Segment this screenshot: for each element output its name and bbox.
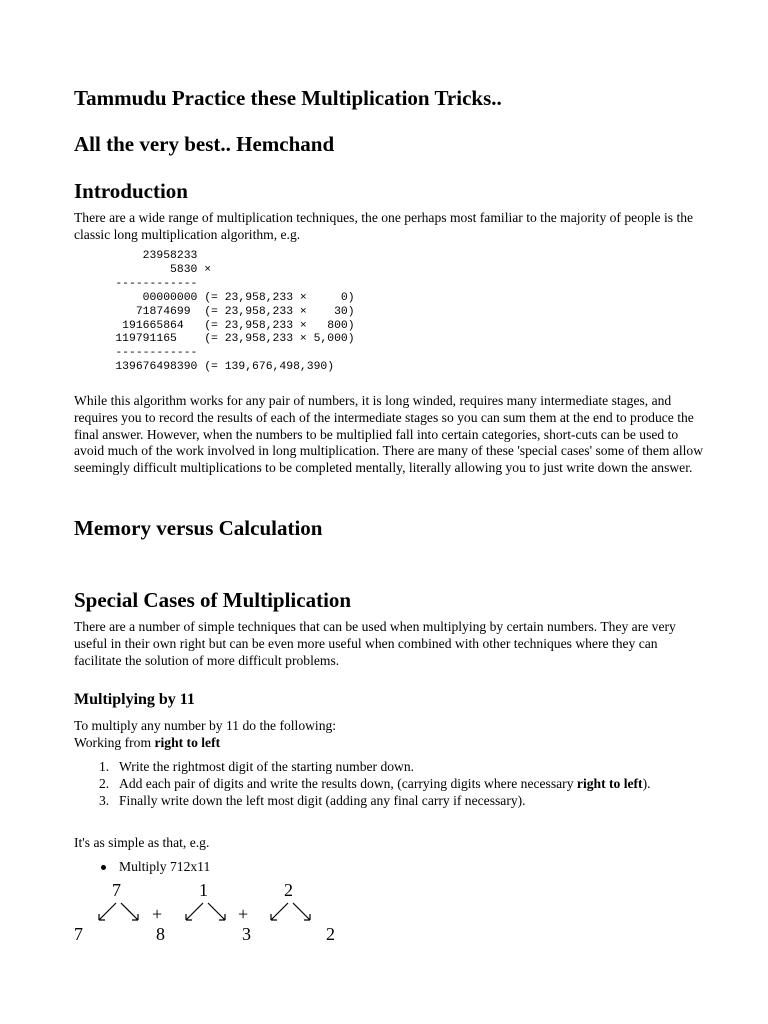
diagram-arrows (74, 870, 374, 950)
diagram-plus: + (152, 904, 163, 924)
arrow-icon (293, 903, 310, 920)
list-item: 1. Write the rightmost digit of the starting number down. (99, 759, 415, 774)
diagram-bottom-digit: 8 (156, 924, 165, 944)
example-line: 5830 × (88, 263, 212, 276)
list-item: Multiply 712x11 (74, 859, 704, 876)
diagram-top-digit: 2 (284, 880, 293, 900)
memory-heading: Memory versus Calculation (74, 516, 323, 540)
arrow-icon (99, 903, 116, 920)
intro-heading: Introduction (74, 179, 188, 203)
multiplying-by-11-heading: Multiplying by 11 (74, 691, 195, 708)
diagram-bottom-digit: 7 (74, 924, 83, 944)
example-line: 23958233 (88, 250, 198, 262)
multiply-by-11-diagram (74, 870, 374, 950)
example-line: ------------ (88, 347, 198, 360)
special-cases-heading: Special Cases of Multiplication (74, 588, 352, 612)
long-multiplication-example (88, 250, 355, 375)
diagram-bottom-digit: 3 (242, 924, 251, 944)
example-line: 191665864 (= 23,958,233 × 800) (88, 319, 355, 332)
special-cases-paragraph: There are a number of simple techniques that can be used when multiplying by certain numbers. They are very useful in their own right but can be even more useful when combined with other techniques where they can facilitate the solution of more difficult problems. (74, 619, 676, 668)
example-line: 119791165 (= 23,958,233 × 5,000) (88, 333, 355, 346)
example-line: ------------ (88, 277, 198, 290)
diagram-plus: + (238, 904, 249, 924)
direction-line: Working from right to left (74, 735, 221, 750)
diagram-top-digit: 7 (112, 880, 121, 900)
diagram-bottom-digit: 2 (326, 924, 335, 944)
arrow-icon (121, 903, 138, 920)
simple-line: It's as simple as that, e.g. (74, 835, 210, 850)
intro-paragraph: There are a wide range of multiplication techniques, the one perhaps most familiar to the majority of people is the classic long multiplication algorithm, e.g. (74, 210, 694, 242)
algorithm-paragraph: While this algorithm works for any pair of numbers, it is long winded, requires many intermediate stages, and requires you to record the results of each of the intermediate stages so you can sum them at the end to produce the final answer. However, when the numbers to be multiplied fall into certain categories, short-cuts can be used to avoid much of the work involved in long multiplication. There are many of these 'special cases' some of them allow seemingly difficult multiplications to be completed mentally, literally allowing you to just write down the answer. (74, 393, 704, 476)
example-line: 00000000 (= 23,958,233 × 0) (88, 291, 355, 304)
document-title: Tammudu Practice these Multiplication Tricks.. (74, 86, 502, 110)
example-line: 139676498390 (= 139,676,498,390) (88, 361, 335, 374)
arrow-icon (186, 903, 203, 920)
diagram-top-digit: 1 (199, 880, 208, 900)
greeting-heading: All the very best.. Hemchand (74, 132, 335, 156)
example-line: 71874699 (= 23,958,233 × 30) (88, 305, 355, 318)
list-item: 2. Add each pair of digits and write the results down, (carrying digits where necessary right to left). (99, 775, 651, 791)
steps-list (74, 759, 704, 809)
instructions-line: To multiply any number by 11 do the following: (74, 718, 337, 733)
arrow-icon (208, 903, 225, 920)
list-item: 3. Finally write down the left most digit (adding any final carry if necessary). (99, 792, 526, 808)
arrow-icon (271, 903, 288, 920)
